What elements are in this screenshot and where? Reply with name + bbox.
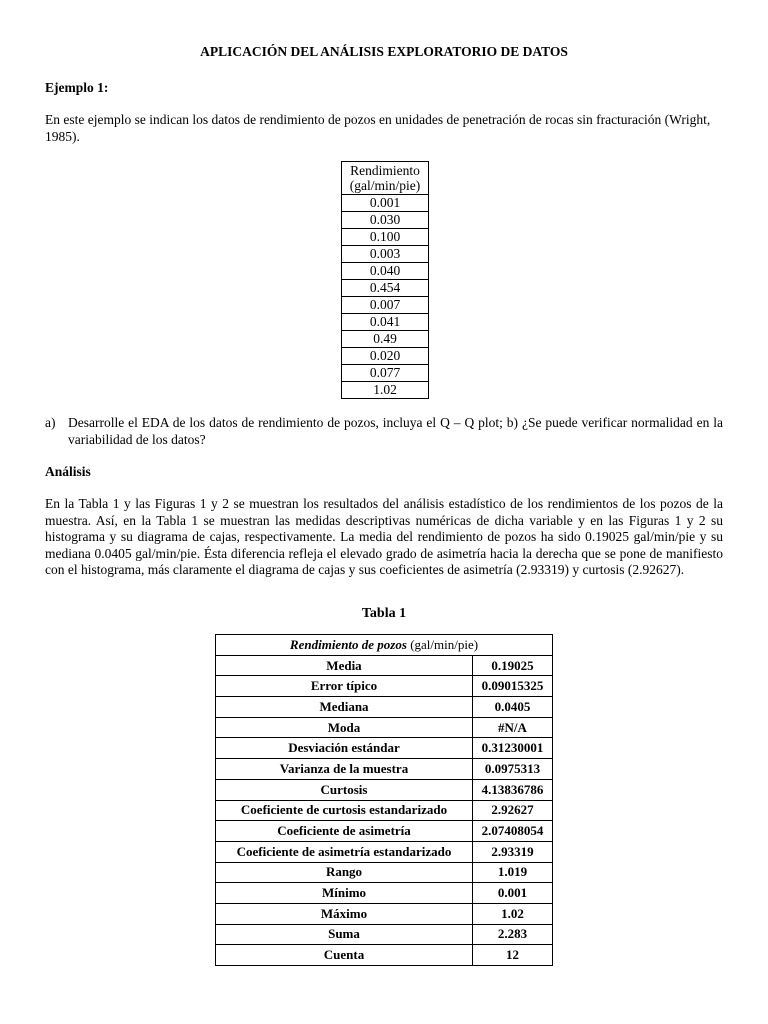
stats-table-row <box>216 903 553 924</box>
analysis-heading: Análisis <box>45 464 91 479</box>
yield-table-row <box>342 365 429 382</box>
yield-data-table <box>341 161 429 399</box>
yield-value-cell: 0.003 <box>342 246 429 263</box>
stats-measure-value: 4.13836786 <box>473 779 553 800</box>
stats-caption-variable: Rendimiento de pozos <box>289 636 407 652</box>
yield-table-row <box>342 195 429 212</box>
stats-measure-name: Cuenta <box>216 945 473 966</box>
yield-table-row <box>342 331 429 348</box>
stats-measure-value: 0.09015325 <box>473 676 553 697</box>
stats-measure-value: 0.0975313 <box>473 759 553 780</box>
stats-measure-name: Media <box>216 655 473 676</box>
stats-measure-name: Suma <box>216 924 473 945</box>
stats-table-row <box>216 697 553 718</box>
stats-table-row <box>216 862 553 883</box>
stats-measure-name: Mínimo <box>216 883 473 904</box>
stats-measure-name: Moda <box>216 717 473 738</box>
table1-title: Tabla 1 <box>361 606 407 621</box>
stats-measure-name: Coeficiente de curtosis estandarizado <box>216 800 473 821</box>
example-heading: Ejemplo 1: <box>45 80 109 95</box>
stats-table-row <box>216 945 553 966</box>
stats-measure-name: Curtosis <box>216 779 473 800</box>
stats-measure-name: Desviación estándar <box>216 738 473 759</box>
yield-value-cell: 0.041 <box>342 314 429 331</box>
stats-measure-value: 0.19025 <box>473 655 553 676</box>
yield-table-row <box>342 229 429 246</box>
yield-table-row <box>342 314 429 331</box>
stats-table-row <box>216 779 553 800</box>
yield-table-row <box>342 297 429 314</box>
stats-measure-value: 2.92627 <box>473 800 553 821</box>
yield-value-cell: 1.02 <box>342 382 429 399</box>
yield-header-line1: Rendimiento <box>350 163 420 178</box>
stats-table-row <box>216 883 553 904</box>
stats-table-caption <box>216 635 553 656</box>
stats-table-row <box>216 841 553 862</box>
question-item <box>45 415 723 448</box>
yield-table-row <box>342 263 429 280</box>
stats-measure-value: 1.019 <box>473 862 553 883</box>
yield-value-cell: 0.040 <box>342 263 429 280</box>
question-text: Desarrolle el EDA de los datos de rendimiento de pozos, incluya el Q – Q plot; b) ¿Se puede verificar normalidad en la variabilidad de los datos? <box>68 415 723 447</box>
yield-table-header-row <box>342 162 429 195</box>
stats-measure-value: 2.07408054 <box>473 821 553 842</box>
yield-value-cell: 0.001 <box>342 195 429 212</box>
stats-measure-value: 1.02 <box>473 903 553 924</box>
yield-value-cell: 0.020 <box>342 348 429 365</box>
stats-measure-value: #N/A <box>473 717 553 738</box>
yield-value-cell: 0.007 <box>342 297 429 314</box>
stats-table-row <box>216 924 553 945</box>
stats-measure-name: Máximo <box>216 903 473 924</box>
yield-table-row <box>342 382 429 399</box>
stats-table-row <box>216 821 553 842</box>
stats-table-row <box>216 800 553 821</box>
stats-table-row <box>216 738 553 759</box>
question-label: a) <box>45 415 56 430</box>
analysis-paragraph: En la Tabla 1 y las Figuras 1 y 2 se muestran los resultados del análisis estadístico de los rendimientos de los pozos de la muestra. Así, en la Tabla 1 se muestran las medidas descriptivas numéricas de dicha variable y en las Figuras 1 y 2 su histograma y su diagrama de cajas, respectivamente. La media del rendimiento de pozos ha sido 0.19025 gal/min/pie y su mediana 0.0405 gal/min/pie. Ésta diferencia refleja el elevado grado de asimetría hacia la derecha que se pone de manifiesto con el histograma, más claramente el diagrama de cajas y sus coeficientes de asimetría (2.93319) y curtosis (2.92627). <box>45 496 723 577</box>
stats-table-row <box>216 759 553 780</box>
stats-table-row <box>216 655 553 676</box>
stats-measure-name: Varianza de la muestra <box>216 759 473 780</box>
stats-table-caption-row <box>216 635 553 656</box>
stats-measure-name: Coeficiente de asimetría <box>216 821 473 842</box>
document-title: APLICACIÓN DEL ANÁLISIS EXPLORATORIO DE DATOS <box>200 44 568 59</box>
yield-table-row <box>342 212 429 229</box>
yield-header-line2: (gal/min/pie) <box>349 178 421 193</box>
stats-measure-name: Mediana <box>216 697 473 718</box>
yield-value-cell: 0.49 <box>342 331 429 348</box>
yield-value-cell: 0.030 <box>342 212 429 229</box>
stats-measure-value: 0.0405 <box>473 697 553 718</box>
intro-paragraph: En este ejemplo se indican los datos de rendimiento de pozos en unidades de penetración de rocas sin fracturación (Wright, 1985). <box>45 112 711 144</box>
stats-caption-unit: (gal/min/pie) <box>406 636 479 652</box>
stats-measure-value: 12 <box>473 945 553 966</box>
stats-measure-name: Error típico <box>216 676 473 697</box>
stats-measure-value: 0.001 <box>473 883 553 904</box>
stats-table-row <box>216 717 553 738</box>
stats-table <box>215 634 553 966</box>
stats-measure-value: 2.93319 <box>473 841 553 862</box>
yield-value-cell: 0.077 <box>342 365 429 382</box>
stats-table-row <box>216 676 553 697</box>
stats-measure-name: Rango <box>216 862 473 883</box>
yield-value-cell: 0.454 <box>342 280 429 297</box>
yield-table-row <box>342 246 429 263</box>
stats-measure-value: 2.283 <box>473 924 553 945</box>
stats-measure-value: 0.31230001 <box>473 738 553 759</box>
yield-table-row <box>342 280 429 297</box>
yield-table-header <box>342 162 429 195</box>
yield-table-row <box>342 348 429 365</box>
stats-measure-name: Coeficiente de asimetría estandarizado <box>216 841 473 862</box>
yield-value-cell: 0.100 <box>342 229 429 246</box>
